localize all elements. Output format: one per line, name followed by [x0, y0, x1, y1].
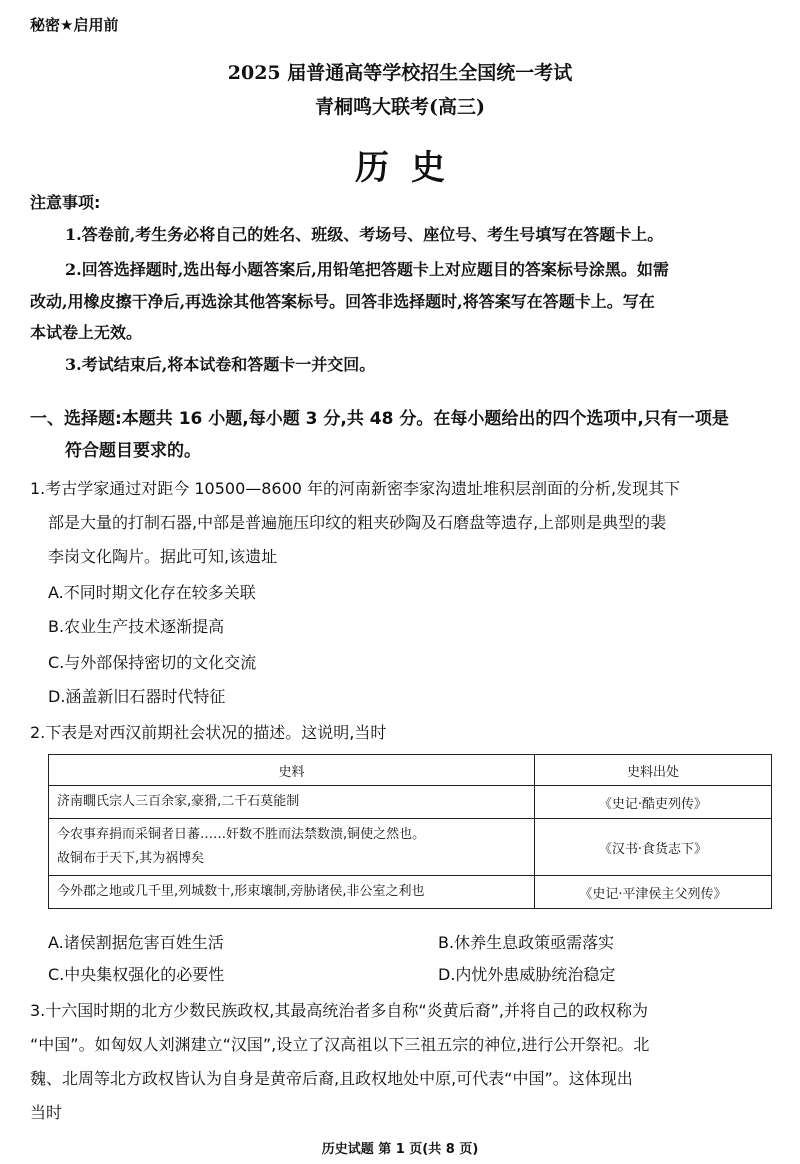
- table-cell-text: [49, 876, 535, 909]
- notice-line-1: 1.答卷前,考生务必将自己的姓名、班级、考场号、座位号、考生号填写在答题卡上。: [65, 225, 664, 244]
- table-row: [49, 786, 772, 819]
- notice-line-2b: 改动,用橡皮擦干净后,再选涂其他答案标号。回答非选择题时,将答案写在答题卡上。写在: [30, 292, 655, 311]
- q1-stem-line-2: 部是大量的打制石器,中部是普遍施压印纹的粗夹砂陶及石磨盘等遗存,上部则是典型的裴: [48, 513, 667, 532]
- table-cell-text-line: 今外郡之地或几千里,列城数十,形束壤制,旁胁诸侯,非公室之利也: [57, 884, 425, 899]
- q3-stem-line-3: 魏、北周等北方政权皆认为自身是黄帝后裔,且政权地处中原,可代表“中国”。这体现出: [30, 1069, 633, 1088]
- q1-stem-line-1: 1.考古学家通过对距今 10500—8600 年的河南新密李家沟遗址堆积层剖面的分析,发现其下: [30, 479, 681, 498]
- q1-option-a: A.不同时期文化存在较多关联: [48, 583, 256, 602]
- table-cell-text: [49, 786, 535, 819]
- table-cell-source: 《汉书·食货志下》: [535, 819, 772, 876]
- q3-stem-line-2: “中国”。如匈奴人刘渊建立“汉国”,设立了汉高祖以下三祖五宗的神位,进行公开祭祀。北: [30, 1035, 650, 1054]
- exam-subtitle: 青桐鸣大联考(高三): [315, 96, 485, 118]
- section-heading-line-1: 一、选择题:本题共 16 小题,每小题 3 分,共 48 分。在每小题给出的四个选项中,只有一项是: [30, 409, 729, 429]
- q1-option-d: D.涵盖新旧石器时代特征: [48, 687, 226, 706]
- notice-line-2a: 2.回答选择题时,选出每小题答案后,用铅笔把答题卡上对应题目的答案标号涂黑。如需: [65, 260, 669, 279]
- table-cell-text-line: 济南瞯氏宗人三百余家,豪猾,二千石莫能制: [57, 794, 300, 809]
- table-cell-text: [49, 819, 535, 876]
- section-heading-line-2: 符合题目要求的。: [65, 441, 201, 461]
- q1-stem-line-3: 李岗文化陶片。据此可知,该遗址: [48, 547, 278, 566]
- q2-option-a: A.诸侯割据危害百姓生活: [48, 933, 224, 952]
- subject-title: 历史: [355, 148, 467, 188]
- exam-title: 2025 届普通高等学校招生全国统一考试: [227, 62, 573, 84]
- page-footer: 历史试题 第 1 页(共 8 页): [321, 1142, 479, 1157]
- table-cell-source: 《史记·平津侯主父列传》: [535, 876, 772, 909]
- table-header-row: [49, 755, 772, 786]
- table-row: [49, 819, 772, 876]
- q1-option-c: C.与外部保持密切的文化交流: [48, 653, 257, 672]
- q2-stem: 2.下表是对西汉前期社会状况的描述。这说明,当时: [30, 723, 387, 742]
- q1-option-b: B.农业生产技术逐渐提高: [48, 617, 225, 636]
- notice-line-2c: 本试卷上无效。: [30, 323, 143, 342]
- table-cell-text-line: 故铜布于天下,其为祸博矣: [57, 851, 205, 866]
- q2-option-d: D.内忧外患威胁统治稳定: [438, 965, 616, 984]
- table-cell-text-line: 今农事弃捐而采铜者日蕃……奸数不胜而法禁数溃,铜使之然也。: [57, 827, 426, 842]
- q2-option-c: C.中央集权强化的必要性: [48, 965, 225, 984]
- q3-stem-line-4: 当时: [30, 1103, 63, 1122]
- secret-mark: 秘密★启用前: [30, 16, 119, 34]
- table-cell-source: 《史记·酷吏列传》: [535, 786, 772, 819]
- notice-line-3: 3.考试结束后,将本试卷和答题卡一并交回。: [65, 355, 376, 374]
- table-row: [49, 876, 772, 909]
- q2-option-b: B.休养生息政策亟需落实: [438, 933, 615, 952]
- table-header-source-origin: 史料出处: [535, 755, 772, 786]
- notice-heading: 注意事项:: [30, 193, 101, 212]
- q3-stem-line-1: 3.十六国时期的北方少数民族政权,其最高统治者多自称“炎黄后裔”,并将自己的政权称为: [30, 1001, 649, 1020]
- q2-source-table: [48, 754, 772, 909]
- table-header-source-text: 史料: [49, 755, 535, 786]
